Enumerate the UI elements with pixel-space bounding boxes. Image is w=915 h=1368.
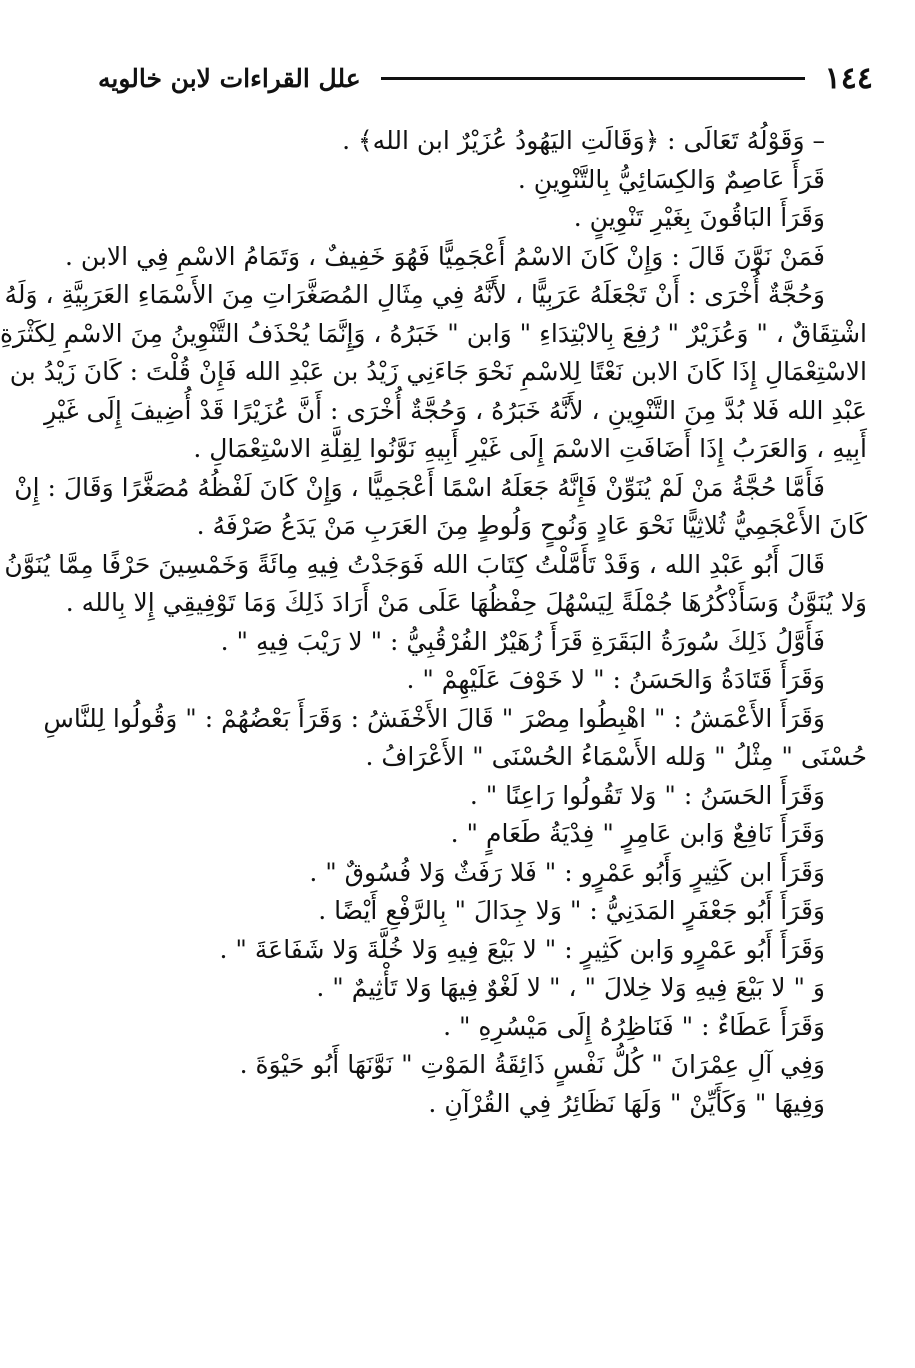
text-line: وَقَرَأَ نَافِعٌ وَابن عَامِرٍ " فِدْيَةُ طَعَامٍ " . xyxy=(450,819,825,848)
text-body xyxy=(0,122,867,1123)
text-line: وَحُجَّةٌ أُخْرَى : أَنْ تَجْعَلَهُ عَرَبِيًّا ، لأَنَّهُ فِي مِثَالِ المُصَغَّرَاتِ مِنَ الأَسْمَاءِ العَرَبِيَّةِ ، وَلَهُ xyxy=(4,280,825,309)
text-line: عَبْدِ الله فَلا بُدَّ مِنَ التَّنْوِينِ ، لأَنَّهُ خَبَرُهُ ، وَحُجَّةٌ أُخْرَى : أَنَّ عُزَيْرًا قَدْ أُضِيفَ إِلَى غَيْرِ xyxy=(44,395,867,425)
text-line: وَقَرَأَ الأَعْمَشُ : " اهْبِطُوا مِصْرَ " قَالَ الأَخْفَشُ : وَقَرَأَ بَعْضُهُمْ : " وَقُولُوا لِلنَّاسِ xyxy=(43,703,825,733)
page-number: ١٤٤ xyxy=(824,60,873,96)
text-line: وَفِي آلِ عِمْرَانَ " كُلُّ نَفْسٍ ذَائِقَةُ المَوْتِ " نَوَّنَهَا أَبُو حَيْوَةَ . xyxy=(239,1050,825,1079)
text-line: وَلا يُنَوَّنُ وَسَأَذْكُرُهَا جُمْلَةً لِيَسْهُلَ حِفْظُهَا عَلَى مَنْ أَرَادَ ذَلِكَ وَمَا تَوْفِيقِي إِلا بِالله . xyxy=(65,588,867,617)
book-title: علل القراءات لابن خالويه xyxy=(98,63,361,93)
text-line: فَأَوَّلُ ذَلِكَ سُورَةُ البَقَرَةِ قَرَأَ زُهَيْرٌ الفُرْقُبِيُّ : " لا رَيْبَ فِيهِ " . xyxy=(220,626,825,656)
running-header xyxy=(98,58,873,98)
text-line: وَقَرَأَ أَبُو عَمْرٍو وَابن كَثِيرٍ : " لا بَيْعَ فِيهِ وَلا خُلَّةَ وَلا شَفَاعَةَ " . xyxy=(219,934,825,964)
header-rule xyxy=(381,77,805,80)
text-line: وَ " لا بَيْعَ فِيهِ وَلا خِلالَ " ، " لا لَغْوٌ فِيهَا وَلا تَأْثِيمٌ " . xyxy=(316,973,825,1002)
text-line: كَانَ الأَعْجَمِيُّ ثُلاثِيًّا نَحْوَ عَادٍ وَنُوحٍ وَلُوطٍ مِنَ العَرَبِ مَنْ يَدَعُ صَرْفَهُ . xyxy=(196,511,867,540)
text-line: وَقَرَأَ عَطَاءٌ : " فَنَاظِرُهُ إِلَى مَيْسُرِهِ " . xyxy=(443,1011,825,1041)
text-line: أَبِيهِ ، وَالعَرَبُ إِذَا أَضَافَتِ الاسْمَ إِلَى غَيْرِ أَبِيهِ نَوَّنُوا لِقِلَّةِ الاسْتِعْمَالِ . xyxy=(193,434,867,463)
text-line: – وَقَوْلُهُ تَعَالَى : ﴿وَقَالَتِ اليَهُودُ عُزَيْرٌ ابن الله﴾ . xyxy=(342,126,825,155)
text-line: قَالَ أَبُو عَبْدِ الله ، وَقَدْ تَأَمَّلْتُ كِتَابَ الله فَوَجَدْتُ فِيهِ مِائَةً وَخَمْسِينَ حَرْفًا مِمَّا يُنَوَّنُ xyxy=(4,549,825,579)
text-line: فَمَنْ نَوَّنَ قَالَ : وَإِنْ كَانَ الاسْمُ أَعْجَمِيًّا فَهُوَ خَفِيفٌ ، وَتَمَامُ الاسْمِ فِي الابن . xyxy=(65,241,825,271)
text-line: حُسْنَى " مِثْلُ " وَلله الأَسْمَاءُ الحُسْنَى " الأَعْرَافُ . xyxy=(365,742,867,771)
text-line: وَقَرَأَ قَتَادَةُ وَالحَسَنُ : " لا خَوْفَ عَلَيْهِمْ " . xyxy=(406,665,825,694)
text-line: وَفِيهَا " وَكَأَيِّنْ " وَلَهَا نَظَائِرُ فِي القُرْآنِ . xyxy=(428,1088,825,1118)
text-line: وَقَرَأَ ابن كَثِيرٍ وَأَبُو عَمْرٍو : " فَلا رَفَثٌ وَلا فُسُوقٌ " . xyxy=(309,857,825,887)
text-line: قَرَأَ عَاصِمٌ وَالكِسَائِيُّ بِالتَّنْوِينِ . xyxy=(517,164,825,194)
text-line: وَقَرَأَ البَاقُونَ بِغَيْرِ تَنْوِينٍ . xyxy=(573,203,825,232)
text-line: الاسْتِعْمَالِ إِذَا كَانَ الابن نَعْتًا لِلاسْمِ نَحْوَ جَاءَنِي زَيْدُ بن عَبْدِ الله فَإِنْ قُلْتَ : كَانَ زَيْدُ بن xyxy=(9,357,867,386)
text-line: وَقَرَأَ أَبُو جَعْفَرٍ المَدَنِيُّ : " وَلا جِدَالَ " بِالرَّفْعِ أَيْضًا . xyxy=(318,896,825,925)
text-line: اشْتِقَاقٌ ، " وَعُزَيْرٌ " رُفِعَ بِالابْتِدَاءِ " وَابن " خَبَرُهُ ، وَإِنَّمَا يُحْذَفُ التَّنْوِينُ مِنَ الاسْمِ لِكَثْرَةِ xyxy=(0,318,867,348)
text-line: فَأَمَّا حُجَّةُ مَنْ لَمْ يُنَوِّنْ فَإِنَّهُ جَعَلَهُ اسْمًا أَعْجَمِيًّا ، وَإِنْ كَانَ لَفْظُهُ مُصَغَّرًا وَقَالَ : إِنْ xyxy=(14,472,825,502)
text-line: وَقَرَأَ الحَسَنُ : " وَلا تَقُولُوا رَاعِنًا " . xyxy=(469,780,825,810)
